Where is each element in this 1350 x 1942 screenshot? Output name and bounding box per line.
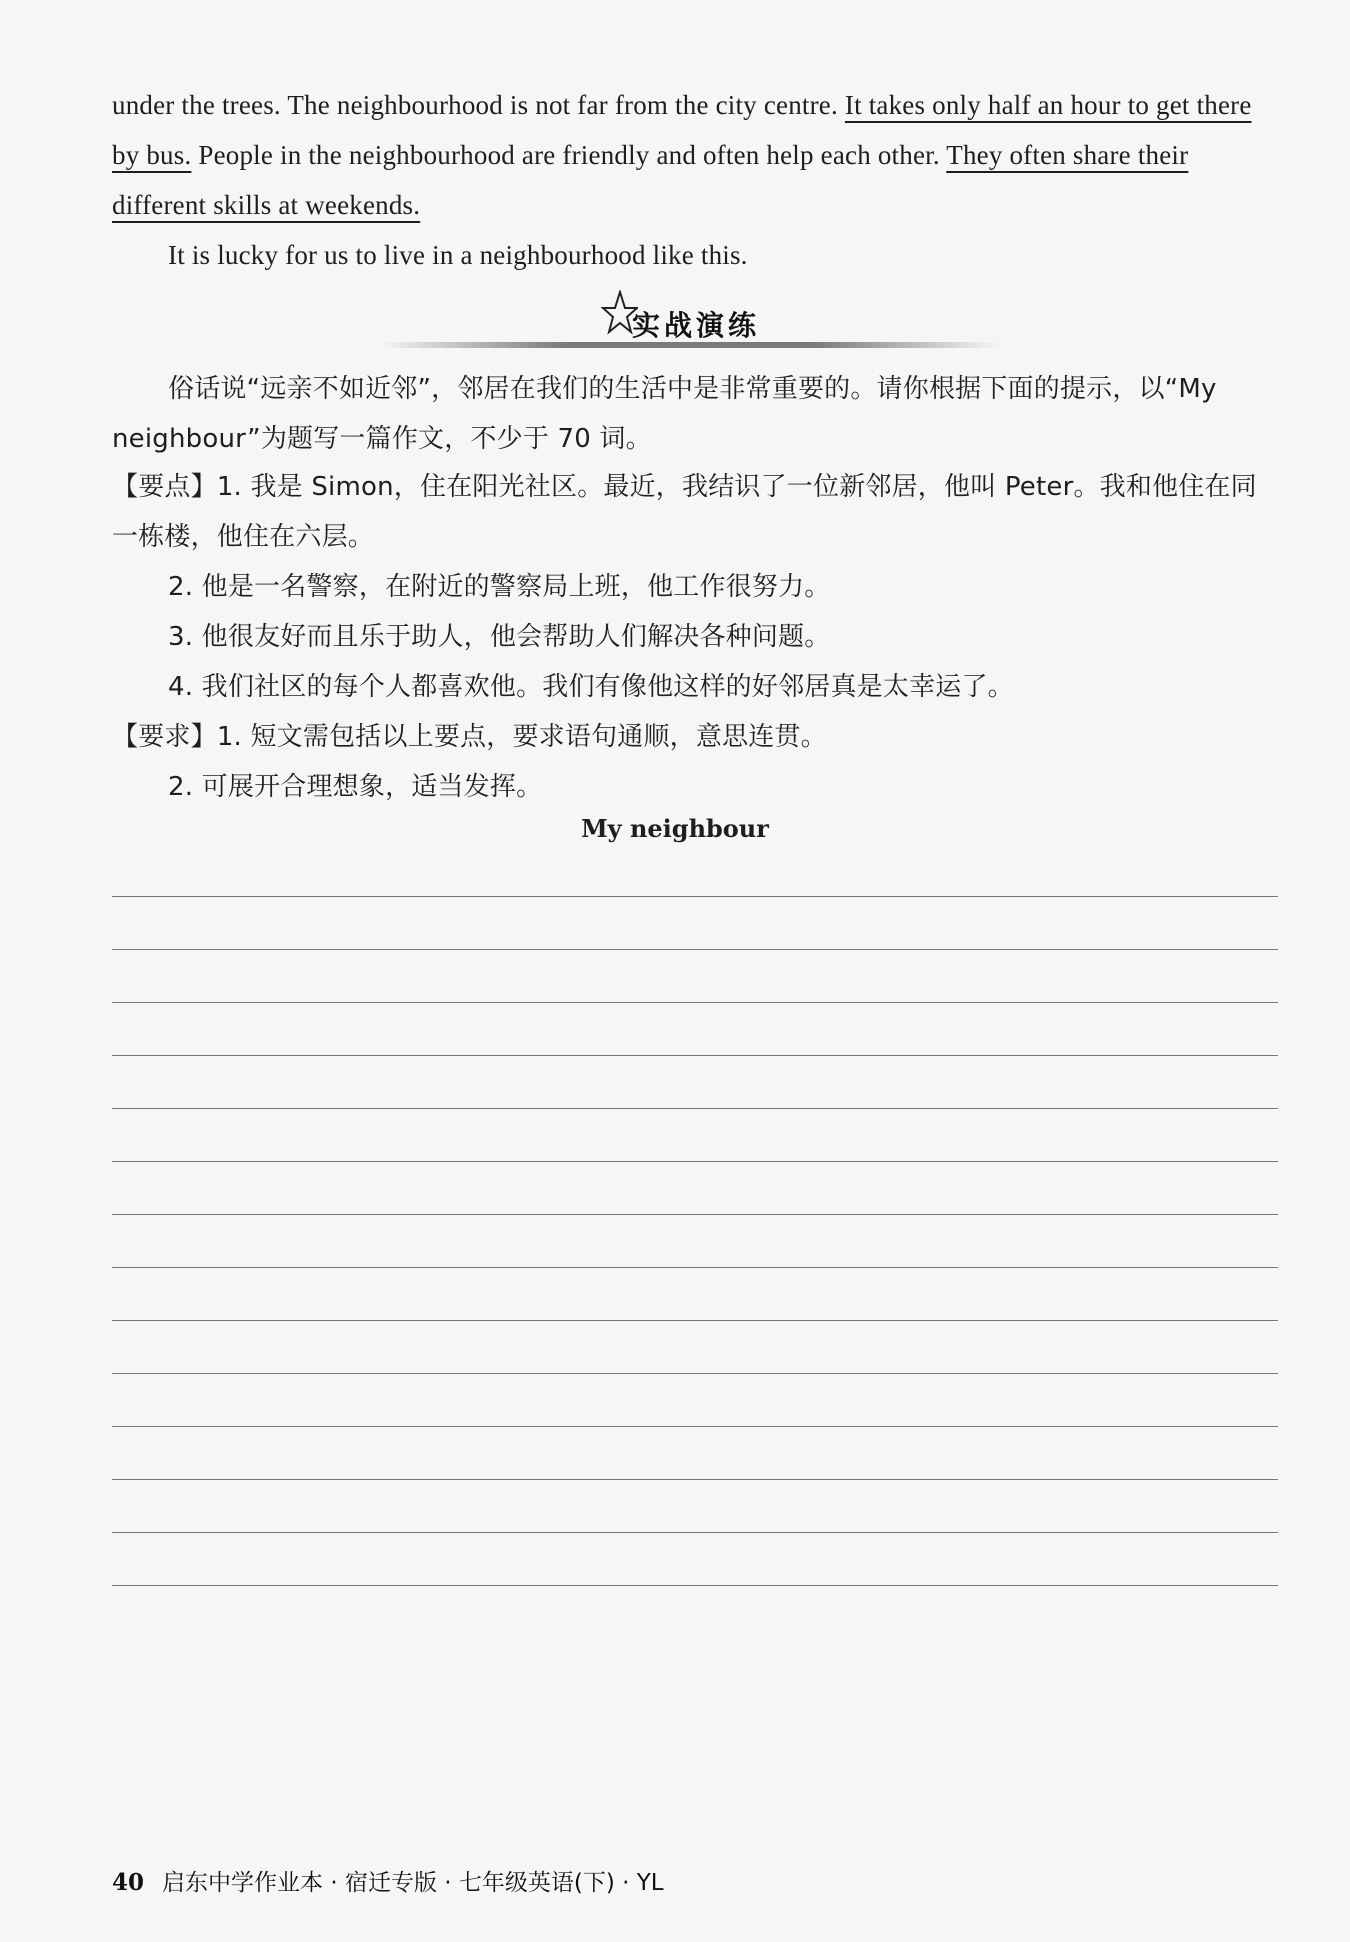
essay-title: My neighbour <box>581 814 769 843</box>
writing-line[interactable] <box>112 1373 1278 1374</box>
writing-line[interactable] <box>112 1108 1278 1109</box>
writing-line[interactable] <box>112 1214 1278 1215</box>
page-footer <box>112 1864 664 1897</box>
writing-line[interactable] <box>112 896 1278 897</box>
key-point-2: 2. 他是一名警察，在附近的警察局上班，他工作很努力。 <box>168 572 831 602</box>
writing-line[interactable] <box>112 1002 1278 1003</box>
writing-line[interactable] <box>112 1267 1278 1268</box>
book-title: 启东中学作业本 · 宿迁专版 · 七年级英语(下) · YL <box>162 1870 664 1896</box>
writing-line[interactable] <box>112 1585 1278 1586</box>
writing-line[interactable] <box>112 1426 1278 1427</box>
writing-line[interactable] <box>112 1532 1278 1533</box>
requirement-2: 2. 可展开合理想象，适当发挥。 <box>168 772 543 802</box>
writing-line[interactable] <box>112 1479 1278 1480</box>
key-point-1 <box>112 462 1278 562</box>
underlined-sentence-2: They often share their different skills at weekends. <box>112 140 1189 220</box>
writing-line[interactable] <box>112 1320 1278 1321</box>
section-heading <box>380 286 1000 356</box>
underlined-sentence-1: It takes only half an hour to get there by bus. <box>112 90 1252 170</box>
requirement-label: 【要求】 <box>112 722 217 752</box>
writing-line[interactable] <box>112 1161 1278 1162</box>
writing-area[interactable] <box>112 896 1278 1638</box>
writing-line[interactable] <box>112 949 1278 950</box>
section-title: 实战演练 <box>632 309 761 342</box>
intro-paragraph <box>112 80 1278 230</box>
intro-text-2: People in the neighbourhood are friendly and often help each other. <box>191 140 947 170</box>
page-number: 40 <box>112 1869 145 1896</box>
points-label: 【要点】 <box>112 472 217 502</box>
requirement-1 <box>112 712 1278 762</box>
key-point-4: 4. 我们社区的每个人都喜欢他。我们有像他这样的好邻居真是太幸运了。 <box>168 672 1014 702</box>
intro-text-1: under the trees. The neighbourhood is not far from the city centre. <box>112 90 845 120</box>
writing-line[interactable] <box>112 1055 1278 1056</box>
task-prompt: 俗话说“远亲不如近邻”，邻居在我们的生活中是非常重要的。请你根据下面的提示，以“My neighbour”为题写一篇作文，不少于 70 词。 <box>112 374 1217 454</box>
closing-sentence: It is lucky for us to live in a neighbourhood like this. <box>168 240 748 270</box>
point-1-text: 1. 我是 Simon，住在阳光社区。最近，我结识了一位新邻居，他叫 Peter。我和他住在同一栋楼，他住在六层。 <box>112 472 1257 552</box>
key-point-3: 3. 他很友好而且乐于助人，他会帮助人们解决各种问题。 <box>168 622 831 652</box>
requirement-1-text: 1. 短文需包括以上要点，要求语句通顺，意思连贯。 <box>216 722 827 752</box>
